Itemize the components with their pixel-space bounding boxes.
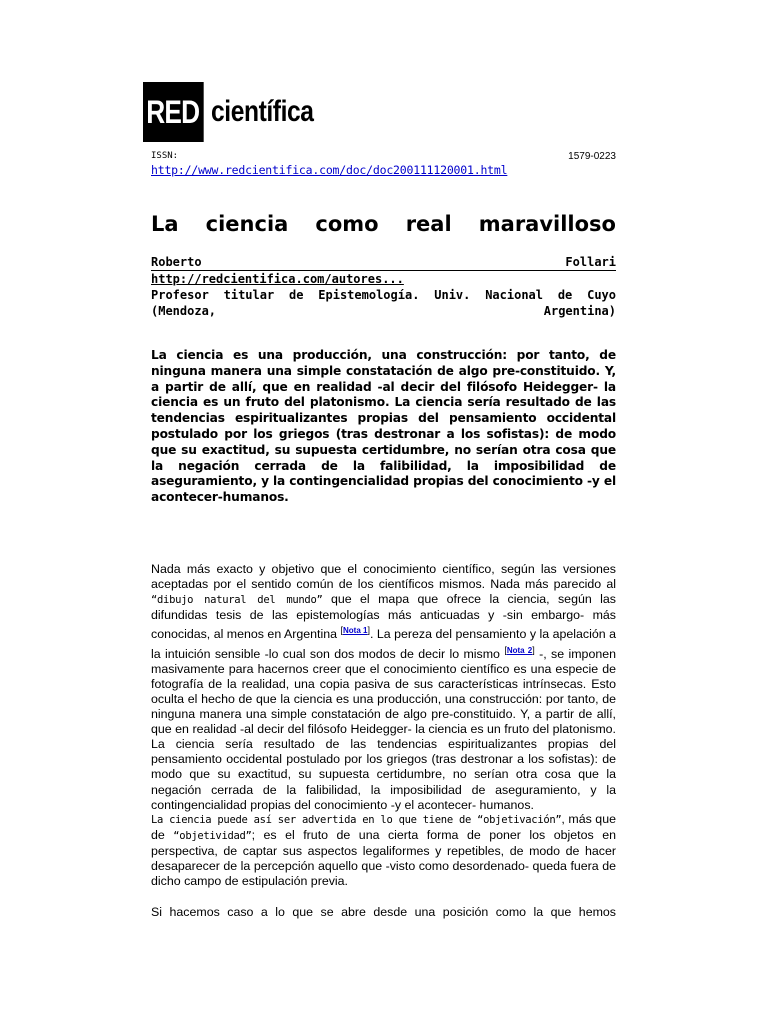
quoted-run: “dibujo natural del mundo” — [151, 594, 323, 607]
text-run: , más que de — [151, 812, 616, 843]
body-paragraph-2 — [151, 812, 616, 889]
issn-number: 1579-0223 — [568, 151, 616, 162]
logo-red-box: RED — [143, 82, 204, 142]
title-word: La — [151, 212, 179, 236]
affiliation-country: Argentina) — [543, 304, 616, 318]
nota-1-link[interactable]: Nota 1 — [343, 626, 368, 636]
title-word: maravilloso — [478, 212, 616, 236]
title-word: como — [315, 212, 379, 236]
text-run: Nada más exacto y objetivo que el conocimiento científico, según las versiones aceptadas por el sentido común de los científicos mismos. Nada más parecido al — [151, 562, 616, 592]
redcientifica-logo — [143, 82, 336, 142]
affiliation-city: (Mendoza, — [151, 304, 217, 318]
issn-row — [151, 151, 616, 162]
body-paragraph-1: Nada más exacto y objetivo que el conocimiento científico, según las versiones aceptadas por el sentido común de los científicos mismos. Nada más parecido al “dibujo natural del mundo” que el mapa que ofrece la ciencia, según las difundidas tesis de las epistemologías más anticuadas y -sin embargo- más conocidas, al menos en Argentina [Nota 1]. La pereza del pensamiento y la apelación a la intuición sensible -lo cual son dos modos de decir lo mismo [Nota 2] -, se imponen masivamente para hacernos creer que el conocimiento científico es una especie de fotografía de la realidad, una copia pasiva de sus características intrínsecas. Esto oculta el hecho de que la ciencia es una producción, una construcción: por tanto, de ninguna manera una simple constatación de algo pre-constituido. Y, a partir de allí, que en realidad -al decir del filósofo Heidegger- la ciencia es un fruto del platonismo. La ciencia sería resultado de las tendencias espiritualizantes propias del pensamiento occidental postulado por los griegos (tras destronar a los sofistas): de modo que su exactitud, su supuesta certidumbre, no serían otra cosa que la negación cerrada de la falibilidad, la imposibilidad de aseguramiento, y la contingencialidad propias del conocimiento -y el acontecer- humanos. — [151, 562, 617, 812]
author-affiliation — [151, 287, 616, 319]
text-run: que el mapa que ofrece la ciencia, según las difundidas tesis de las epistemologías más anticuadas y -sin embargo- más conocidas, al menos en Argentina — [151, 592, 616, 642]
document-url-link[interactable]: http://www.redcientifica.com/doc/doc200111120001.html — [151, 163, 508, 177]
author-link[interactable]: http://redcientifica.com/autores... — [151, 272, 404, 286]
title-word: real — [405, 212, 452, 236]
author-last-name: Follari — [565, 255, 616, 269]
text-run: -, se imponen masivamente para hacernos creer que el conocimiento científico es una especie de fotografía de la realidad, una copia pasiva de sus características intrínsecas. Esto oculta el hecho de que la ciencia es una producción, una construcción: por tanto, de ninguna manera una simple constatación de algo pre-constituido. Y, a partir de allí, que en realidad -al decir del filósofo Heidegger- la ciencia es un fruto del platonismo. La ciencia sería resultado de las tendencias espiritualizantes propias del pensamiento occidental postulado por los griegos (tras destronar a los sofistas): de modo que su exactitud, su supuesta certidumbre, no serían otra cosa que la negación cerrada de la falibilidad, la imposibilidad de aseguramiento, y la contingencialidad propias del conocimiento -y el acontecer- humanos. — [151, 646, 617, 812]
quoted-run: “objetividad” — [173, 830, 252, 843]
logo-cientifica-text: científica — [211, 95, 314, 128]
nota-2-link[interactable]: Nota 2 — [506, 645, 533, 655]
body-paragraph-3: Si hacemos caso a lo que se abre desde una posición como la que hemos — [151, 905, 616, 919]
author-name — [151, 254, 616, 271]
author-first-name: Roberto — [151, 255, 202, 269]
page-title — [151, 212, 616, 236]
quoted-run: La ciencia puede así ser advertida en lo que tiene de “objetivación” — [151, 814, 562, 826]
author-block — [151, 254, 616, 319]
text-run: . La pereza del pensamiento y la apelación a la intuición sensible -lo cual son dos modos de decir lo mismo — [151, 627, 616, 661]
text-run: ; es el fruto de una cierta forma de poner los objetos en perspectiva, de captar sus aspectos legaliformes y repetibles, de modo de hacer desaparecer de la percepción aquello que -visto como desordenado- queda fuera de dicho campo de estipulación previa. — [151, 828, 616, 889]
abstract: La ciencia es una producción, una construcción: por tanto, de ninguna manera una simple constatación de algo pre-constituido. Y, a partir de allí, que en realidad -al decir del filósofo Heidegger- la ciencia es un fruto del platonismo. La ciencia sería resultado de las tendencias espiritualizantes propias del pensamiento occidental postulado por los griegos (tras destronar a los sofistas): de modo que su exactitud, su supuesta certidumbre, no serían otra cosa que la negación cerrada de la falibilidad, la imposibilidad de aseguramiento, y la contingencialidad propias del conocimiento -y el acontecer-humanos. — [151, 348, 616, 505]
issn-label: ISSN: — [151, 151, 179, 161]
title-word: ciencia — [205, 212, 289, 236]
affiliation-line1: Profesor titular de Epistemología. Univ. Nacional de Cuyo — [151, 288, 616, 302]
